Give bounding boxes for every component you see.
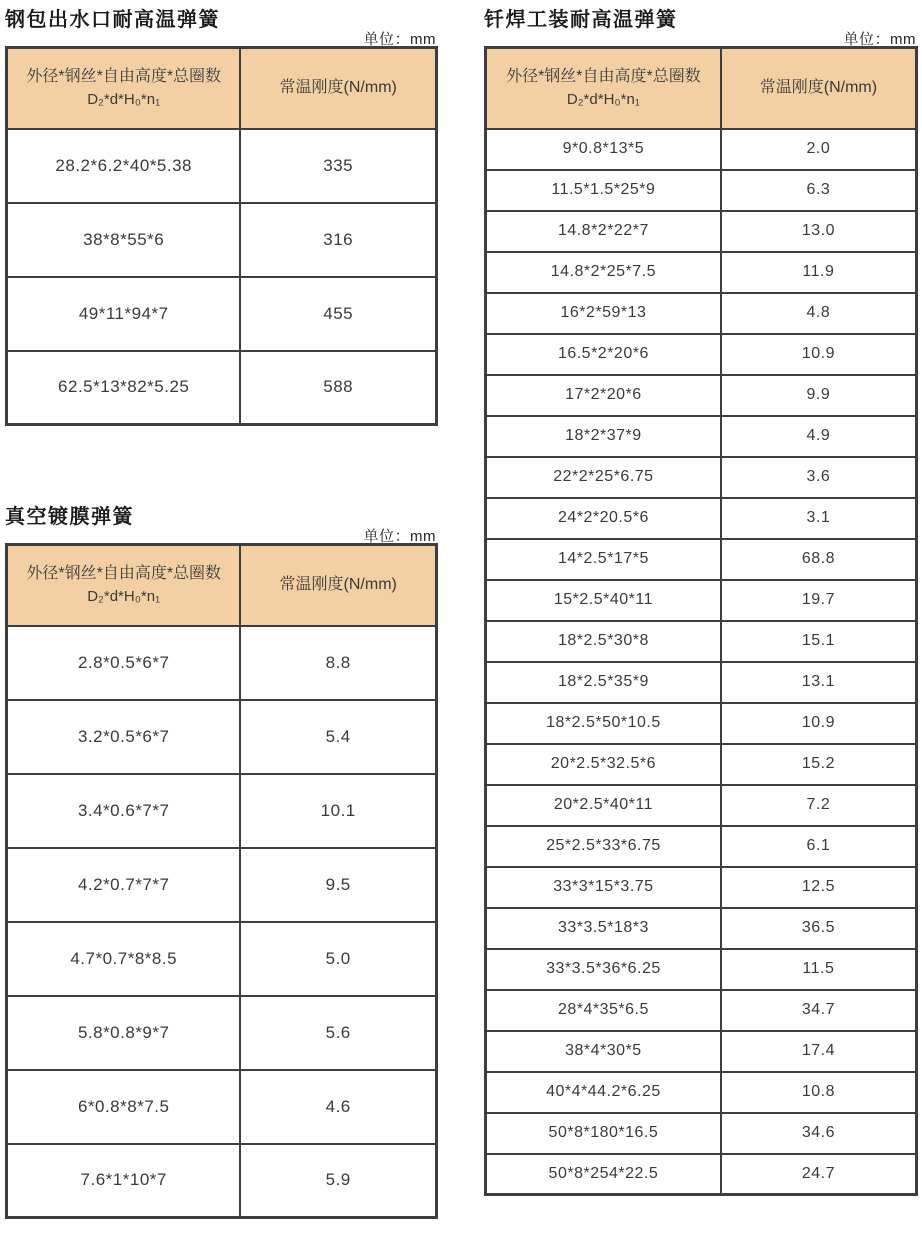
table-row xyxy=(486,539,917,580)
spec-cell: 28.2*6.2*40*5.38 xyxy=(7,129,241,203)
stiffness-cell: 15.1 xyxy=(721,621,917,662)
table-row xyxy=(486,744,917,785)
table-row xyxy=(486,457,917,498)
table-row xyxy=(486,867,917,908)
table-row xyxy=(486,416,917,457)
stiffness-cell: 6.3 xyxy=(721,170,917,211)
table-row xyxy=(486,211,917,252)
spec-cell: 18*2.5*50*10.5 xyxy=(486,703,721,744)
spec-cell: 4.2*0.7*7*7 xyxy=(7,848,241,922)
stiffness-cell: 5.9 xyxy=(240,1144,436,1218)
stiffness-cell: 11.5 xyxy=(721,949,917,990)
table-row xyxy=(486,580,917,621)
spec-cell: 62.5*13*82*5.25 xyxy=(7,351,241,425)
stiffness-cell: 11.9 xyxy=(721,252,917,293)
spec-cell: 16*2*59*13 xyxy=(486,293,721,334)
stiffness-cell: 8.8 xyxy=(240,626,436,700)
table-row xyxy=(486,1072,917,1113)
stiffness-cell: 316 xyxy=(240,203,436,277)
spec-cell: 2.8*0.5*6*7 xyxy=(7,626,241,700)
stiffness-cell: 4.9 xyxy=(721,416,917,457)
table-row xyxy=(486,170,917,211)
spec-cell: 38*8*55*6 xyxy=(7,203,241,277)
stiffness-cell: 4.6 xyxy=(240,1070,436,1144)
table-row xyxy=(486,949,917,990)
stiffness-cell: 68.8 xyxy=(721,539,917,580)
stiffness-cell: 5.6 xyxy=(240,996,436,1070)
table-row xyxy=(486,703,917,744)
table-section-vacuum-coating-spring xyxy=(5,505,438,1219)
table-row xyxy=(7,848,437,922)
spec-cell: 49*11*94*7 xyxy=(7,277,241,351)
spec-cell: 15*2.5*40*11 xyxy=(486,580,721,621)
spec-cell: 33*3.5*18*3 xyxy=(486,908,721,949)
spec-cell: 50*8*180*16.5 xyxy=(486,1113,721,1154)
stiffness-cell: 10.9 xyxy=(721,703,917,744)
spec-cell: 24*2*20.5*6 xyxy=(486,498,721,539)
stiffness-cell: 10.1 xyxy=(240,774,436,848)
stiffness-cell: 10.8 xyxy=(721,1072,917,1113)
table-row xyxy=(486,293,917,334)
unit-label: 单位：mm xyxy=(363,31,436,48)
spec-cell: 33*3.5*36*6.25 xyxy=(486,949,721,990)
stiffness-cell: 34.7 xyxy=(721,990,917,1031)
spec-table-brazing-spring xyxy=(484,46,918,1196)
table-row xyxy=(7,129,437,203)
stiffness-cell: 12.5 xyxy=(721,867,917,908)
stiffness-cell: 9.9 xyxy=(721,375,917,416)
spec-table-vacuum-coating-spring xyxy=(5,543,438,1219)
table-row xyxy=(486,334,917,375)
spec-cell: 3.2*0.5*6*7 xyxy=(7,700,241,774)
spec-cell: 33*3*15*3.75 xyxy=(486,867,721,908)
stiffness-cell: 15.2 xyxy=(721,744,917,785)
spec-header-line2: D₂*d*H₀*n₁ xyxy=(87,587,161,605)
title-row xyxy=(5,505,438,543)
stiffness-cell: 24.7 xyxy=(721,1154,917,1195)
spec-cell: 20*2.5*32.5*6 xyxy=(486,744,721,785)
unit-label: 单位：mm xyxy=(843,31,916,48)
table-section-ladle-spring xyxy=(5,8,438,426)
stiffness-cell: 13.1 xyxy=(721,662,917,703)
spec-header-line2: D₂*d*H₀*n₁ xyxy=(87,90,161,108)
stiffness-cell: 9.5 xyxy=(240,848,436,922)
stiffness-cell: 588 xyxy=(240,351,436,425)
spec-table-ladle-spring xyxy=(5,46,438,426)
table-row xyxy=(7,1070,437,1144)
stiffness-cell: 5.0 xyxy=(240,922,436,996)
spec-cell: 5.8*0.8*9*7 xyxy=(7,996,241,1070)
spec-cell: 3.4*0.6*7*7 xyxy=(7,774,241,848)
stiffness-cell: 34.6 xyxy=(721,1113,917,1154)
spec-cell: 28*4*35*6.5 xyxy=(486,990,721,1031)
spec-cell: 50*8*254*22.5 xyxy=(486,1154,721,1195)
spec-cell: 22*2*25*6.75 xyxy=(486,457,721,498)
spec-cell: 16.5*2*20*6 xyxy=(486,334,721,375)
spec-header-line1: 外径*钢丝*自由高度*总圈数 xyxy=(26,565,222,583)
stiffness-cell: 3.1 xyxy=(721,498,917,539)
table-row xyxy=(7,351,437,425)
table-row xyxy=(7,277,437,351)
spec-cell: 18*2.5*30*8 xyxy=(486,621,721,662)
stiffness-cell: 10.9 xyxy=(721,334,917,375)
table-title-brazing-spring: 钎焊工装耐高温弹簧 xyxy=(484,9,678,31)
stiffness-cell: 19.7 xyxy=(721,580,917,621)
stiffness-cell: 5.4 xyxy=(240,700,436,774)
table-row xyxy=(7,922,437,996)
table-row xyxy=(486,908,917,949)
spec-cell: 6*0.8*8*7.5 xyxy=(7,1070,241,1144)
table-row xyxy=(486,129,917,170)
spec-cell: 18*2.5*35*9 xyxy=(486,662,721,703)
spec-column-header xyxy=(7,48,241,129)
stiffness-column-header: 常温刚度(N/mm) xyxy=(721,48,917,129)
table-row xyxy=(7,626,437,700)
spec-cell: 38*4*30*5 xyxy=(486,1031,721,1072)
header-row xyxy=(7,48,437,129)
table-row xyxy=(7,996,437,1070)
table-title-vacuum-coating-spring: 真空镀膜弹簧 xyxy=(5,506,134,528)
table-row xyxy=(486,252,917,293)
spec-column-header xyxy=(486,48,721,129)
stiffness-cell: 7.2 xyxy=(721,785,917,826)
spec-cell: 25*2.5*33*6.75 xyxy=(486,826,721,867)
table-row xyxy=(486,1113,917,1154)
table-row xyxy=(486,785,917,826)
table-title-ladle-spring: 钢包出水口耐高温弹簧 xyxy=(5,9,220,31)
spec-cell: 40*4*44.2*6.25 xyxy=(486,1072,721,1113)
table-row xyxy=(486,990,917,1031)
table-row xyxy=(7,774,437,848)
stiffness-column-header: 常温刚度(N/mm) xyxy=(240,545,436,626)
stiffness-cell: 13.0 xyxy=(721,211,917,252)
spec-cell: 14*2.5*17*5 xyxy=(486,539,721,580)
stiffness-cell: 2.0 xyxy=(721,129,917,170)
title-row xyxy=(484,8,918,46)
stiffness-cell: 6.1 xyxy=(721,826,917,867)
stiffness-cell: 36.5 xyxy=(721,908,917,949)
table-row xyxy=(486,1031,917,1072)
header-row xyxy=(486,48,917,129)
table-row xyxy=(7,700,437,774)
header-row xyxy=(7,545,437,626)
spec-header-line1: 外径*钢丝*自由高度*总圈数 xyxy=(26,68,222,86)
table-row xyxy=(486,621,917,662)
stiffness-column-header: 常温刚度(N/mm) xyxy=(240,48,436,129)
spec-cell: 14.8*2*22*7 xyxy=(486,211,721,252)
spec-cell: 11.5*1.5*25*9 xyxy=(486,170,721,211)
table-row xyxy=(486,498,917,539)
spec-cell: 4.7*0.7*8*8.5 xyxy=(7,922,241,996)
stiffness-cell: 3.6 xyxy=(721,457,917,498)
spec-header-line1: 外径*钢丝*自由高度*总圈数 xyxy=(506,68,701,86)
table-row xyxy=(7,203,437,277)
spec-cell: 17*2*20*6 xyxy=(486,375,721,416)
stiffness-cell: 17.4 xyxy=(721,1031,917,1072)
spec-cell: 14.8*2*25*7.5 xyxy=(486,252,721,293)
table-row xyxy=(486,375,917,416)
table-section-brazing-spring xyxy=(484,8,918,1196)
stiffness-cell: 335 xyxy=(240,129,436,203)
title-row xyxy=(5,8,438,46)
spec-cell: 9*0.8*13*5 xyxy=(486,129,721,170)
table-row xyxy=(486,662,917,703)
spec-cell: 18*2*37*9 xyxy=(486,416,721,457)
table-row xyxy=(7,1144,437,1218)
spec-cell: 20*2.5*40*11 xyxy=(486,785,721,826)
spec-header-line2: D₂*d*H₀*n₁ xyxy=(566,90,640,108)
unit-label: 单位：mm xyxy=(363,528,436,545)
table-row xyxy=(486,1154,917,1195)
spec-column-header xyxy=(7,545,241,626)
stiffness-cell: 4.8 xyxy=(721,293,917,334)
table-row xyxy=(486,826,917,867)
stiffness-cell: 455 xyxy=(240,277,436,351)
spec-cell: 7.6*1*10*7 xyxy=(7,1144,241,1218)
